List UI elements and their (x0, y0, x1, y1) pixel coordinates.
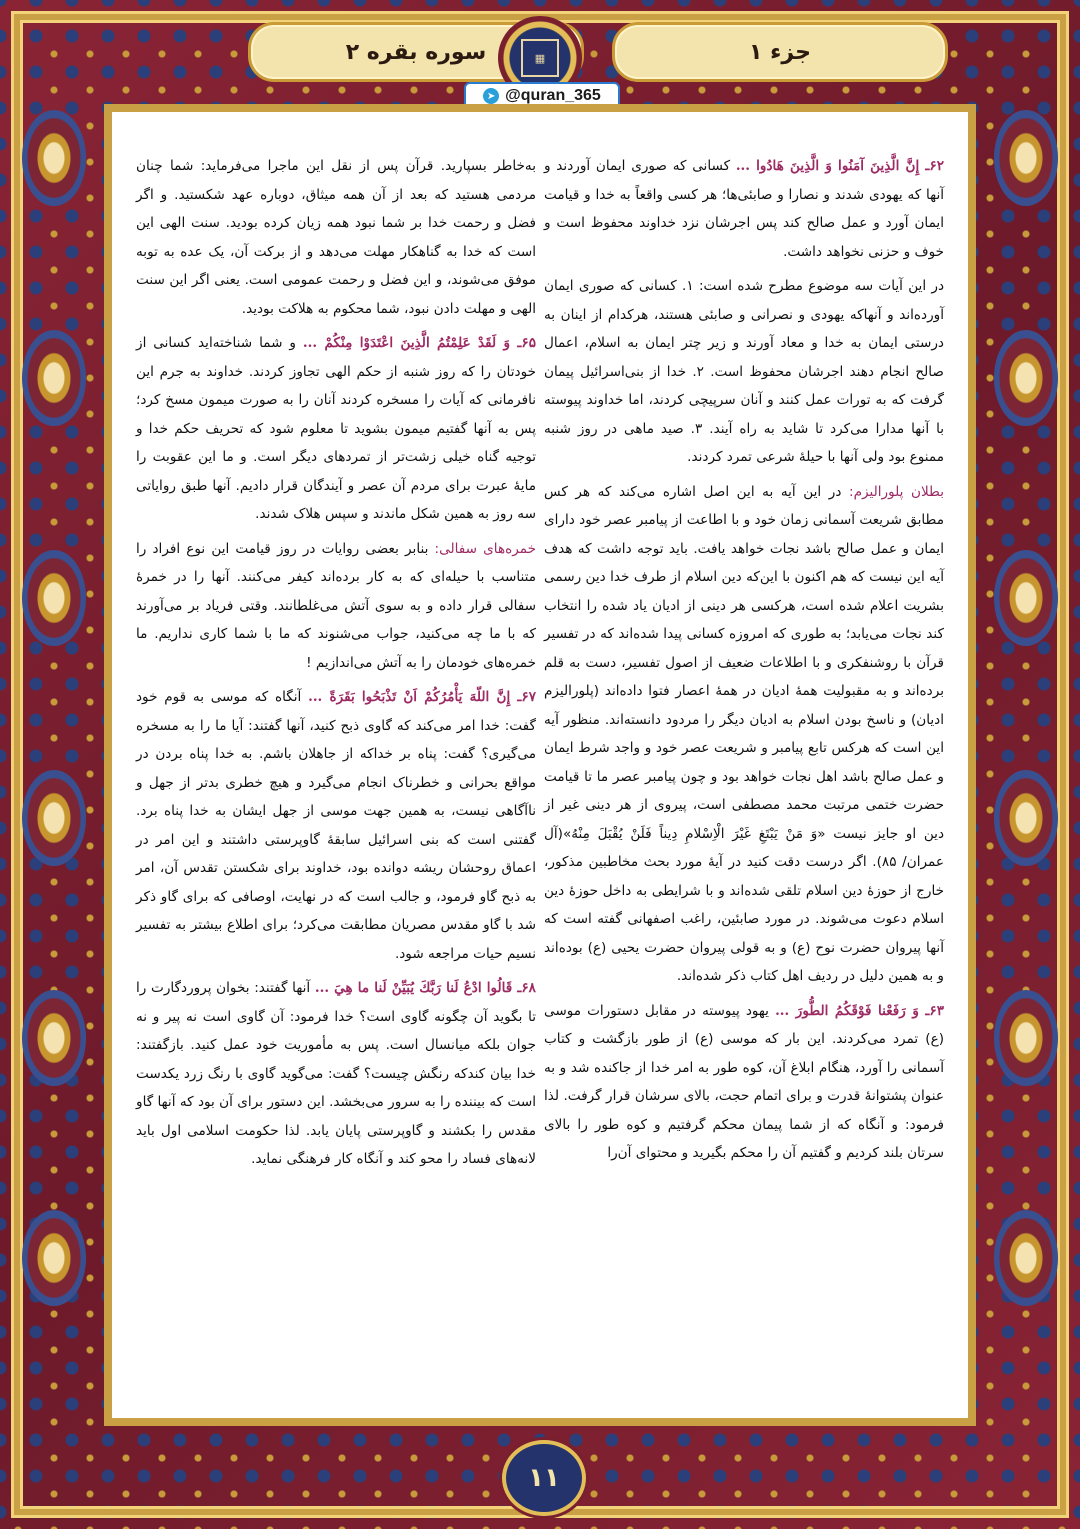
border-medallion-icon (22, 110, 86, 206)
border-medallion-icon (22, 550, 86, 646)
border-medallion-icon (22, 330, 86, 426)
paragraph (136, 329, 536, 529)
juz-title: جزء ۱ (749, 39, 811, 65)
section-tag: خمره‌های سفالی: (434, 540, 536, 557)
paragraph (136, 152, 536, 323)
channel-handle: @quran_365 (505, 87, 601, 104)
paragraph-text: در این آیه به این اصل اشاره می‌کند که هر کس مطابق شریعت آسمانی زمان خود و با اطاعت از پیامبر عصر خود دارای ایمان و عمل صالح باشد نجات خواهد یافت. باید توجه داشت که هدف آیه این نیست که هم اکنون با این‌که دین اسلام از طرف خدا دین رسمی بشریت اعلام شده است، هرکسی هر دینی از ادیان یاد شده را انتخاب کند نجات می‌یابد؛ به طوری که امروزه کسانی پیدا شده‌اند که در تفسیر قرآن با روشنفکری و با اطلاعات ضعیف از اصول تفسیر، دست به قلم برده‌اند و به مقبولیت همهٔ ادیان در همهٔ اعصار فتوا داده‌اند (پلورالیزم ادیان) و ناسخ بودن اسلام به ادیان دیگر را مردود دانسته‌اند. منظور آیه این است که هرکس تابع پیامبر و شریعت عصر خود و واجد شرط ایمان و عمل صالح باشد اهل نجات خواهد بود و چون پیامبر عصر ما تا قیامت حضرت ختمی مرتبت محمد مصطفی است، پیروی از هر دینی غیر از دین او جایز نیست «وَ مَنْ يَبْتَغِ غَيْرَ الْاِسْلامِ دِيناً فَلَنْ يُقْبَلَ مِنْهُ»(آل عمران/ ۸۵). اگر درست دقت کنید در آیهٔ مورد بحث مخاطبین مذکور، خارج از حوزهٔ دین اسلام تلقی شده‌اند و با شرایطی به داخل حوزهٔ دین اسلام دعوت می‌شوند. در مورد صابئین، راغب اصفهانی گفته است که آنها پیروان حضرت نوح (ع) و به قولی پیروان حضرت یحیی (ع) بوده‌اند و به همین دلیل در ردیف اهل کتاب ذکر شده‌اند. (544, 483, 944, 984)
paragraph (136, 535, 536, 678)
border-medallion-icon (994, 550, 1058, 646)
paragraph-text: و شما شناخته‌اید کسانی از خودتان را که روز شنبه از حکم الهی تجاوز کردند. خداوند به جرم این نافرمانی که آیات را مسخره کردند آنان را به صورت میمون مسخ کرد؛ پس به آنها گفتیم میمون بشوید تا معلوم شود که تحریف حکم خدا و توجیه گناه خیلی زشت‌تر از تمردهای دیگر است. و ما این عقوبت را مایهٔ عبرت برای مردم آن عصر و آیندگان قرار دادیم. آنها طبق روایاتی سه روز به همین شکل ماندند و سپس هلاک شدند. (136, 335, 536, 522)
right-column (544, 152, 944, 1174)
border-medallion-icon (994, 330, 1058, 426)
telegram-icon: ➤ (483, 88, 499, 104)
border-medallion-icon (22, 1210, 86, 1306)
border-medallion-icon (994, 770, 1058, 866)
paragraph (136, 974, 536, 1174)
page-number: ۱۱ (528, 1463, 560, 1493)
paragraph-text: در این آیات سه موضوع مطرح شده است: ۱. کسانی که صوری ایمان آورده‌اند و آنهاکه یهودی و نصرانی و صابئی هستند، هرکدام از اینان به درستی ایمان به خدا و معاد آورند و زیر چتر ایمان به اسلام، اعمال صالح انجام دهند اجرشان محفوظ است. ۲. خدا از بنی‌اسرائیل پیمان گرفت که به تورات عمل کنند و آنان سرپیچی کردند، اما خداوند پیوسته با آنها مدارا می‌کرد تا شاید به راه آیند. ۳. صید ماهی در روز شنبه ممنوع بود ولی آنها با حیلهٔ شرعی تمرد کردند. (544, 278, 944, 465)
verse-heading: ۶۵ـ وَ لَقَدْ عَلِمْتُمُ الَّذِينَ اعْتَدَوْا مِنْكُمْ ... (302, 335, 536, 351)
border-medallion-icon (22, 990, 86, 1086)
verse-heading: ۶۲ـ إِنَّ الَّذِينَ آمَنُوا وَ الَّذِينَ هَادُوا ... (735, 158, 945, 174)
paragraph-text: آنها گفتند: بخوان پروردگارت را تا بگوید آن چگونه گاوی است؟ خدا فرمود: آن گاوی است نه پیر و نه جوان بلکه میانسال است. پس به مأموریت خود عمل کنید. بازگفتند: خدا بیان کندکه رنگش چیست؟ گفت: می‌گوید گاوی با رنگ زرد یکدست است که بیننده را به سرور می‌بخشد. این دستور برای آن بود که آنها گاو مقدس را بکشند و گاوپرستی پایان یابد. لذا حکومت اسلامی اول باید لانه‌های فساد را محو کند و آنگاه کار فرهنگی نماید. (136, 980, 536, 1167)
surah-title: سوره بقره ۲ (345, 39, 487, 65)
left-column (136, 152, 536, 1180)
content-area (112, 112, 968, 1418)
paragraph (544, 478, 944, 991)
paragraph-text: آنگاه که موسی به قوم خود گفت: خدا امر می‌کند که گاوی ذبح کنید، آنها گفتند: آیا ما را به مسخره می‌گیری؟ گفت: پناه بر خداکه از جاهلان باشم. به خدا پناه بردن در مواقع بحرانی و خطرناک انجام می‌گیرد و هیچ خطری بدتر از جهل و ناآگاهی نیست، به همین جهت موسی از جهل ایشان به خدا پناه برد. گفتنی است که بنی اسرائیل سابقهٔ گاوپرستی داشتند و این امر در اعماق روحشان ریشه دوانده بود، خداوند برای شکستن تقدس آن، امر به ذبح گاو فرمود، و جالب است که در نهایت، اوصافی که برای گاو ذکر شد با گاو مقدس مصریان مطابقت می‌کرد؛ برای اطلاع بیشتر به تفسیر نسیم حیات مراجعه شود. (136, 689, 536, 962)
border-medallion-icon (994, 990, 1058, 1086)
paragraph (544, 152, 944, 266)
border-medallion-icon (22, 770, 86, 866)
paragraph (544, 997, 944, 1168)
verse-heading: ۶۳ـ وَ رَفَعْنا فَوْقَكُمُ الطُّورَ ... (775, 1002, 944, 1019)
paragraph-text: یهود پیوسته در مقابل دستورات موسی (ع) تمرد می‌کردند. این بار که موسی (ع) از طور بازگشت و کتاب آسمانی را آورد، هنگام ابلاغ آن، کوه طور به امر خدا از جاکنده شد و به عنوان پشتوانهٔ قدرت و برای اتمام حجت، بالای سرشان قرار گرفت. لذا فرمود: و آنگاه که از شما پیمان محکم گرفتیم و کوه طور را بالای سرتان بلند کردیم و گفتیم آن را محکم بگیرید و محتوای آن‌را (544, 1002, 944, 1161)
verse-heading: ۶۷ـ إِنَّ اللّهَ يَأْمُرُكُمْ اَنْ تَذْبَحُوا بَقَرَةً ... (308, 689, 536, 705)
juz-title-cartouche (612, 22, 948, 82)
paragraph (544, 272, 944, 472)
paragraph-text: بنابر بعضی روایات در روز قیامت این نوع افراد را متناسب با حیله‌ای که به کار برده‌اند کیفر می‌کنند. آنها را در خمرهٔ سفالی قرار داده و به سوی آتش می‌غلطانند. وقتی فریاد بر می‌آورند که با ما چه می‌کنید، جواب می‌شنوند که ما با شما کاری نداریم. ما خمره‌های خودمان را به آتش می‌اندازیم ! (136, 540, 536, 671)
paragraph-text: به‌خاطر بسپارید. قرآن پس از نقل این ماجرا می‌فرماید: شما چنان مردمی هستید که بعد از آن همه میثاق، دوباره عهد شکستید. و اگر فضل و رحمت خدا بر شما نبود همه زیان کرده بودید. سنت الهی این است که خدا به گناهکار مهلت می‌دهد و از برکت آن، یک عده به توبه موفق می‌شوند، و این فضل و رحمت عمومی است. یعنی اگر این سنت الهی و مهلت دادن نبود، شما محکوم به هلاکت بودید. (136, 158, 536, 317)
paragraph-text: کسانی که صوری ایمان آوردند و آنها که یهودی شدند و نصارا و صابئی‌ها؛ هر کسی واقعاً به خدا و قیامت ایمان آورد و عمل صالح کند پس اجرشان نزد خداوند محفوظ است و خوف و حزنی نخواهد داشت. (544, 158, 944, 260)
border-medallion-icon (994, 110, 1058, 206)
page-number-medallion (502, 1440, 586, 1516)
kufic-square-icon: ▦ (521, 39, 559, 77)
paragraph (136, 683, 536, 968)
section-tag: بطلان پلورالیزم: (848, 483, 944, 500)
border-medallion-icon (994, 1210, 1058, 1306)
verse-heading: ۶۸ـ قَالُوا ادْعُ لَنا رَبَّكَ يُبَيِّنْ لَنا ما هِيَ ... (314, 980, 536, 996)
